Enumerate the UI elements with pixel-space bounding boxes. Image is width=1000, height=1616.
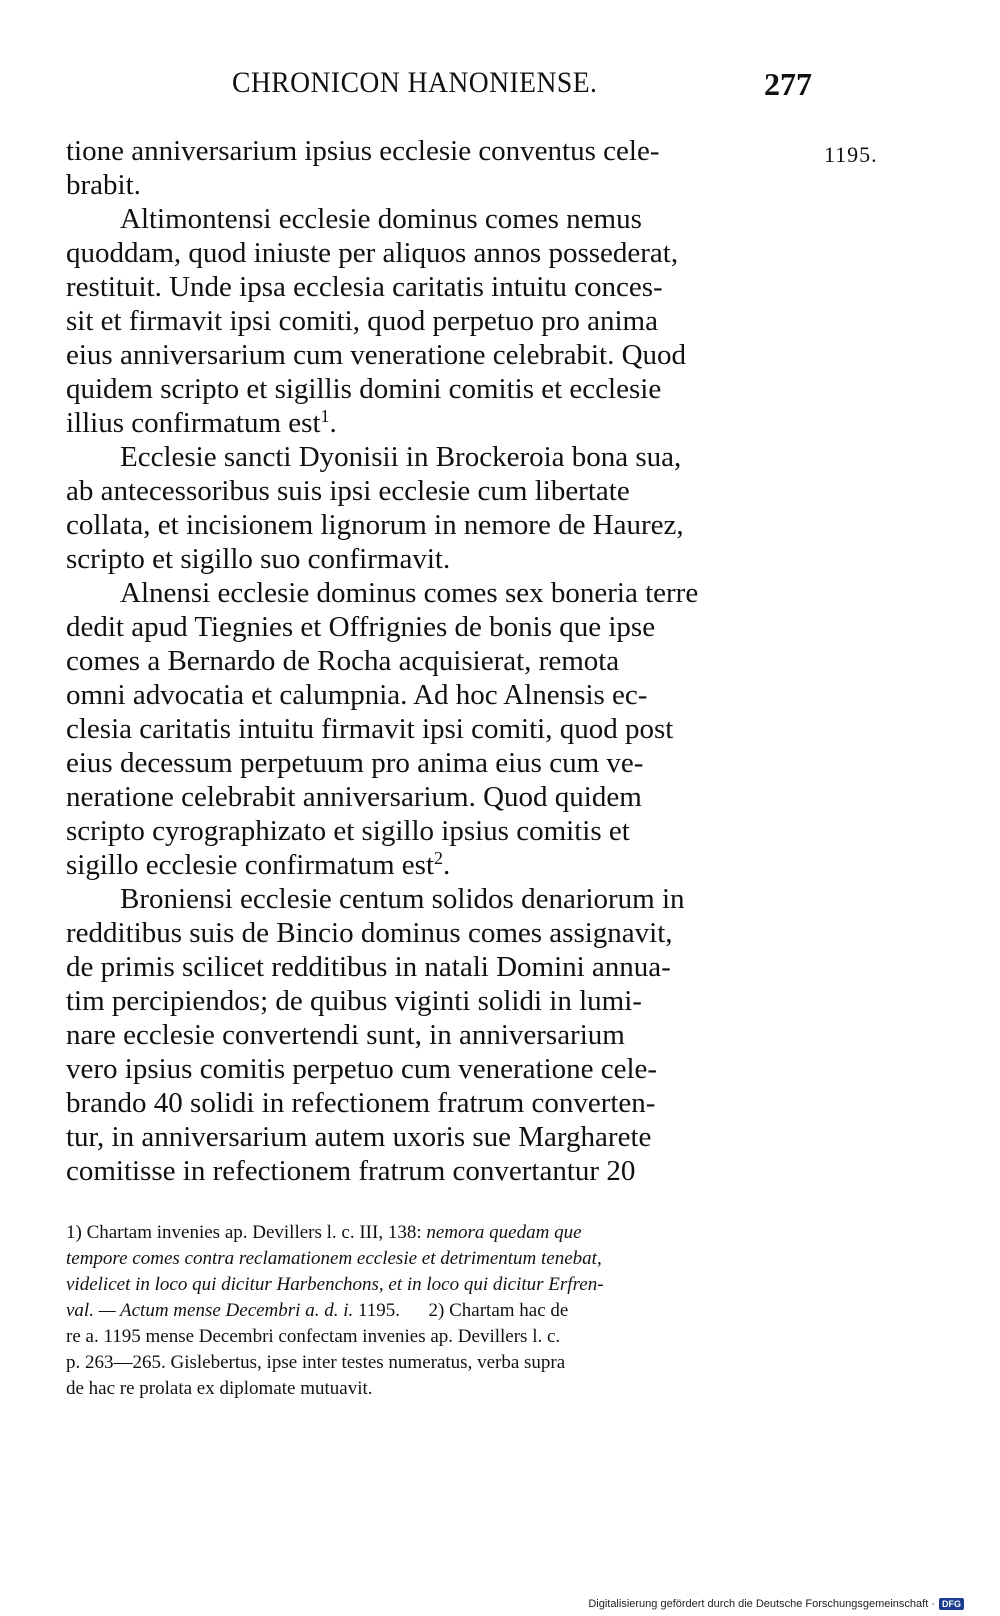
text-line-content: quidem scripto et sigillis domini comitis et ecclesie bbox=[66, 373, 662, 405]
text-line-content: sit et firmavit ipsi comiti, quod perpetuo pro anima bbox=[66, 305, 658, 337]
dfg-logo: DFG bbox=[939, 1598, 964, 1610]
text-line-content: eius decessum perpetuum pro anima eius cum ve- bbox=[66, 747, 644, 779]
text-line bbox=[66, 338, 818, 372]
text-line-content: Alnensi ecclesie dominus comes sex boneria terre bbox=[120, 577, 699, 609]
text-line bbox=[66, 644, 818, 678]
text-line bbox=[66, 1052, 818, 1086]
text-line-content: illius confirmatum est bbox=[66, 407, 321, 439]
text-line-content: clesia caritatis intuitu firmavit ipsi comiti, quod post bbox=[66, 713, 674, 745]
text-line-content: neratione celebrabit anniversarium. Quod quidem bbox=[66, 781, 642, 813]
text-line bbox=[66, 372, 818, 406]
text-line bbox=[66, 474, 818, 508]
text-line bbox=[66, 1154, 818, 1188]
text-line bbox=[66, 304, 818, 338]
text-line-tail: . bbox=[329, 407, 337, 439]
text-line-content: comitisse in refectionem fratrum convertantur 20 bbox=[66, 1155, 636, 1187]
footnote-marker: 1 bbox=[320, 406, 330, 426]
text-line bbox=[66, 508, 818, 542]
text-line-content: nare ecclesie convertendi sunt, in anniversarium bbox=[66, 1019, 625, 1051]
text-line-content: de primis scilicet redditibus in natali Domini annua- bbox=[66, 951, 671, 983]
footnote-segment: val. — Actum mense Decembri a. d. i. bbox=[66, 1300, 358, 1321]
text-line-content: sigillo ecclesie confirmatum est bbox=[66, 849, 435, 881]
text-line-content: tur, in anniversarium autem uxoris sue Margharete bbox=[66, 1121, 652, 1153]
footnote-line bbox=[66, 1376, 818, 1402]
footnote-segment: nemora quedam que bbox=[426, 1222, 582, 1243]
text-line-content: tione anniversarium ipsius ecclesie conventus cele- bbox=[66, 135, 660, 167]
footnote-line bbox=[66, 1220, 818, 1246]
text-line-content: tim percipiendos; de quibus viginti solidi in lumi- bbox=[66, 985, 642, 1017]
text-line-content: eius anniversarium cum veneratione celebrabit. Quod bbox=[66, 339, 687, 371]
text-line bbox=[66, 1018, 818, 1052]
text-line-content: vero ipsius comitis perpetuo cum veneratione cele- bbox=[66, 1053, 658, 1085]
text-line bbox=[66, 610, 818, 644]
main-text bbox=[66, 134, 818, 1188]
text-line bbox=[66, 1086, 818, 1120]
text-line bbox=[66, 440, 818, 474]
footnotes bbox=[66, 1220, 818, 1402]
digitization-credit-text: Digitalisierung gefördert durch die Deutsche Forschungsgemeinschaft · bbox=[588, 1598, 935, 1610]
text-line-content: collata, et incisionem lignorum in nemore de Haurez, bbox=[66, 509, 684, 541]
text-line bbox=[66, 1120, 818, 1154]
footnote-line bbox=[66, 1246, 818, 1272]
footnote-line bbox=[66, 1272, 818, 1298]
footnote-marker: 2 bbox=[434, 848, 444, 868]
footnote-line bbox=[66, 1350, 818, 1376]
text-line bbox=[66, 236, 818, 270]
text-line-content: omni advocatia et calumpnia. Ad hoc Alnensis ec- bbox=[66, 679, 648, 711]
text-line bbox=[66, 576, 818, 610]
text-line bbox=[66, 168, 818, 202]
footnote-segment: 1195. 2) Chartam hac de bbox=[357, 1300, 569, 1321]
footnote-segment: de hac re prolata ex diplomate mutuavit. bbox=[66, 1378, 373, 1399]
footnote-segment: videlicet in loco qui dicitur Harbenchons, et in loco qui dicitur Erfren- bbox=[66, 1274, 604, 1295]
running-head bbox=[232, 66, 812, 106]
footnote-line bbox=[66, 1298, 818, 1324]
text-line bbox=[66, 270, 818, 304]
text-line-content: comes a Bernardo de Rocha acquisierat, remota bbox=[66, 645, 620, 677]
text-line bbox=[66, 780, 818, 814]
text-line bbox=[66, 678, 818, 712]
margin-year: 1195. bbox=[824, 142, 878, 167]
text-line-content: ab antecessoribus suis ipsi ecclesie cum libertate bbox=[66, 475, 630, 507]
page-title: CHRONICON HANONIENSE. bbox=[232, 66, 598, 99]
text-line bbox=[66, 848, 818, 882]
footnote-line bbox=[66, 1324, 818, 1350]
text-line bbox=[66, 882, 818, 916]
text-line-tail: . bbox=[443, 849, 451, 881]
footnote-segment: re a. 1195 mense Decembri confectam invenies ap. Devillers l. c. bbox=[66, 1326, 561, 1347]
text-line-content: brando 40 solidi in refectionem fratrum converten- bbox=[66, 1087, 656, 1119]
text-line-content: brabit. bbox=[66, 169, 141, 201]
text-line-content: Ecclesie sancti Dyonisii in Brockeroia bona sua, bbox=[120, 441, 682, 473]
text-line bbox=[66, 406, 818, 440]
text-line bbox=[66, 746, 818, 780]
text-line-content: scripto et sigillo suo confirmavit. bbox=[66, 543, 451, 575]
text-line bbox=[66, 134, 818, 168]
text-line-content: scripto cyrographizato et sigillo ipsius comitis et bbox=[66, 815, 630, 847]
text-line bbox=[66, 984, 818, 1018]
text-line bbox=[66, 712, 818, 746]
page-number: 277 bbox=[764, 66, 812, 102]
text-line-content: Altimontensi ecclesie dominus comes nemus bbox=[120, 203, 642, 235]
digitization-credit bbox=[588, 1598, 964, 1610]
text-line bbox=[66, 814, 818, 848]
text-line bbox=[66, 950, 818, 984]
text-line-content: restituit. Unde ipsa ecclesia caritatis intuitu conces- bbox=[66, 271, 663, 303]
footnote-segment: 1) Chartam invenies ap. Devillers l. c. III, 138: bbox=[66, 1222, 427, 1243]
text-line-content: dedit apud Tiegnies et Offrignies de bonis que ipse bbox=[66, 611, 656, 643]
footnote-segment: tempore comes contra reclamationem ecclesie et detrimentum tenebat, bbox=[66, 1248, 602, 1269]
text-line-content: quoddam, quod iniuste per aliquos annos possederat, bbox=[66, 237, 679, 269]
text-line bbox=[66, 202, 818, 236]
text-line-content: Broniensi ecclesie centum solidos denariorum in bbox=[120, 883, 685, 915]
text-line-content: redditibus suis de Bincio dominus comes assignavit, bbox=[66, 917, 673, 949]
footnote-segment: p. 263—265. Gislebertus, ipse inter testes numeratus, verba supra bbox=[66, 1352, 566, 1373]
text-line bbox=[66, 542, 818, 576]
text-line bbox=[66, 916, 818, 950]
